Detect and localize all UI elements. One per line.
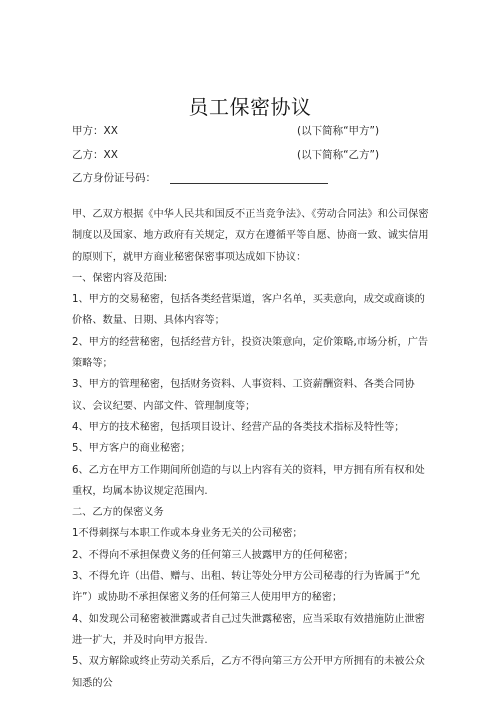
paragraph: 5、甲方客户的商业秘密； xyxy=(72,443,191,455)
paragraph: 2、不得向不承担保费义务的任何第三人披露甲方的任何秘密； xyxy=(72,549,354,561)
agreement-body xyxy=(72,204,434,694)
paragraph: 4、甲方的技术秘密，包括项目设计、经营产品的各类技术指标及特性等； xyxy=(72,421,405,433)
paragraph: 3、不得允许（出借、赠与、出租、转让等处分甲方公司秘毒的行为皆属于“允许”）或协助不承担保密义务的任何第三人使用甲方的秘密； xyxy=(72,571,420,604)
paragraph: 4、如发现公司秘密被泄露或者自己过失泄露秘密，应当采取有效措施防止泄密进一扩大，并及时向甲方报告. xyxy=(72,613,425,646)
party-a-label: 甲方：XX xyxy=(72,125,118,137)
id-number-label: 乙方身份证号码： xyxy=(72,172,156,184)
paragraph: 5、双方解除或终止劳动关系后，乙方不得向第三方公开甲方所拥有的未被公众知悉的公 xyxy=(72,656,425,689)
paragraph: 2、甲方的经营秘密，包括经营方针，投资决策意向，定价策略,市场分析，广告策略等； xyxy=(72,336,429,370)
paragraph: 甲、乙双方根据《中华人民共和国反不正当竞争法》、《劳动合同法》和公司保密制度以及国家、地方政府有关规定，双方在遵循平等自愿、协商一致、诚实信用的原则下，就甲方商业秘密保密事项达成如下协议： xyxy=(72,209,429,263)
paragraph: 6、乙方在甲方工作期间所创造的与以上内容有关的资料，甲方拥有所有权和处重权，均属本协议规定范围内. xyxy=(72,464,425,497)
party-a-note: (以下简称“甲方”) xyxy=(297,125,380,137)
section-heading: 二、乙方的保密义务 xyxy=(72,507,164,519)
section-heading: 一、保密内容及范围: xyxy=(72,272,168,284)
paragraph: 3、甲方的管理秘密，包括财务资料、人事资料、工资薪酬资料、各类合同协议、会议纪要、内部文件、管理制度等； xyxy=(72,379,415,412)
document-title: 员工保密协议 xyxy=(188,95,312,119)
paragraph: 1、甲方的交易秘密，包括各类经营渠道，客户名单，买卖意向，成交或商谈的价格、数量、日期、具体内容等； xyxy=(72,294,425,327)
id-number-row xyxy=(72,172,328,184)
paragraph: 1不得刺探与本职工作或本身业务无关的公司秘密； xyxy=(72,528,303,540)
party-b-note: (以下简称“乙方”) xyxy=(297,149,380,161)
party-b-label: 乙方：XX xyxy=(72,149,118,161)
id-number-blank-line xyxy=(170,172,328,184)
